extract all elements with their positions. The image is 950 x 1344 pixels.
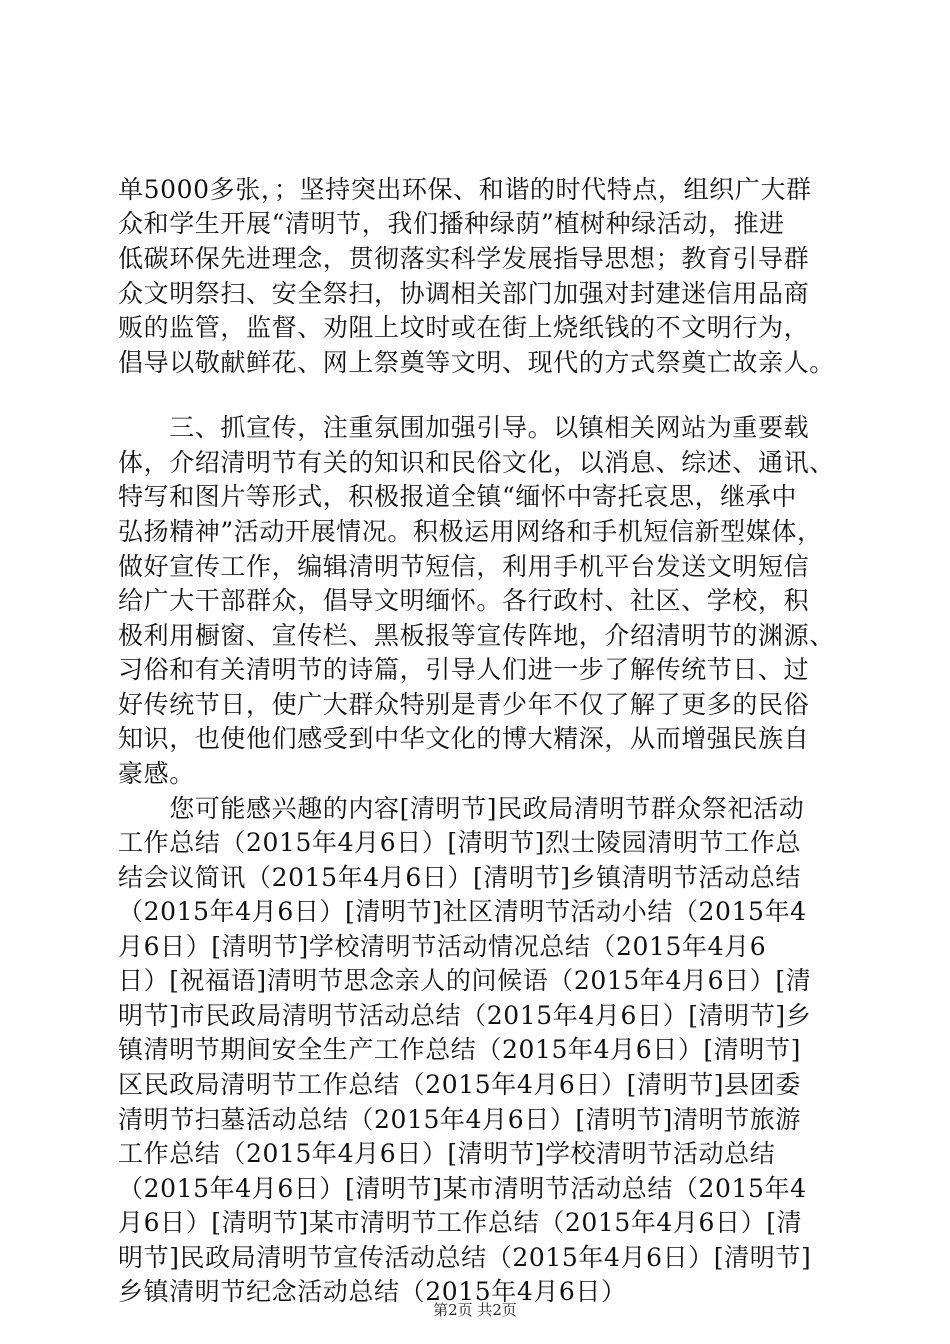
text-line: 工作总结（2015年4月6日）[清明节]烈士陵园清明节工作总 (118, 828, 801, 857)
text-line: 众文明祭扫、安全祭扫，协调相关部门加强对封建迷信用品商 (118, 279, 810, 308)
page-footer (0, 1300, 950, 1320)
text-line: 弘扬精神”活动开展情况。积极运用网络和手机短信新型媒体， (118, 517, 823, 546)
text-line: 知识，也使他们感受到中华文化的博大精深，从而增强民族自 (118, 724, 810, 753)
text-line: 清明节扫墓活动总结（2015年4月6日）[清明节]清明节旅游 (118, 1105, 801, 1134)
text-line: 做好宣传工作，编辑清明节短信，利用手机平台发送文明短信 (118, 552, 810, 581)
text-line: 好传统节日，使广大群众特别是青少年不仅了解了更多的民俗 (118, 690, 810, 719)
text-line: 工作总结（2015年4月6日）[清明节]学校清明节活动总结 (118, 1139, 776, 1168)
text-line: 贩的监管，监督、劝阻上坟时或在街上烧纸钱的不文明行为， (118, 313, 810, 342)
page-indicator: 第2页 共2页 (433, 1301, 517, 1319)
text-line: 月6日）[清明节]某市清明节工作总结（2015年4月6日）[清 (118, 1208, 803, 1237)
text-line: 极利用橱窗、宣传栏、黑板报等宣传阵地，介绍清明节的渊源、 (118, 621, 835, 650)
text-line: 月6日）[清明节]学校清明节活动情况总结（2015年4月6 (118, 932, 767, 961)
text-line: 区民政局清明节工作总结（2015年4月6日）[清明节]县团委 (118, 1070, 801, 1099)
text-line: 特写和图片等形式，积极报道全镇“缅怀中寄托哀思，继承中 (118, 482, 797, 511)
text-line: （2015年4月6日）[清明节]社区清明节活动小结（2015年4 (118, 897, 807, 926)
text-line: 豪感。 (118, 759, 195, 788)
text-line: 日）[祝福语]清明节思念亲人的问候语（2015年4月6日）[清 (118, 966, 812, 995)
text-line: 倡导以敬献鲜花、网上祭奠等文明、现代的方式祭奠亡故亲人。 (118, 348, 835, 377)
text-line: 结会议简讯（2015年4月6日）[清明节]乡镇清明节活动总结 (118, 863, 801, 892)
text-line: 低碳环保先进理念，贯彻落实科学发展指导思想；教育引导群 (118, 244, 810, 273)
text-line: 乡镇清明节纪念活动总结（2015年4月6日） (118, 1277, 627, 1306)
text-line: 您可能感兴趣的内容[清明节]民政局清明节群众祭祀活动 (118, 794, 805, 823)
text-line: 明节]民政局清明节宣传活动总结（2015年4月6日）[清明节] (118, 1243, 812, 1272)
text-line: 体，介绍清明节有关的知识和民俗文化，以消息、综述、通讯、 (118, 448, 835, 477)
text-line: 三、抓宣传，注重氛围加强引导。以镇相关网站为重要载 (118, 413, 810, 442)
text-line: 单5000多张，；坚持突出环保、和谐的时代特点，组织广大群 (118, 175, 812, 204)
text-line: 明节]市民政局清明节活动总结（2015年4月6日）[清明节]乡 (118, 1001, 812, 1030)
text-line: 众和学生开展“清明节，我们播种绿荫”植树种绿活动，推进 (118, 209, 785, 238)
text-line: （2015年4月6日）[清明节]某市清明节活动总结（2015年4 (118, 1174, 807, 1203)
text-line: 习俗和有关清明节的诗篇，引导人们进一步了解传统节日、过 (118, 655, 810, 684)
text-line: 给广大干部群众，倡导文明缅怀。各行政村、社区、学校，积 (118, 586, 810, 615)
text-line: 镇清明节期间安全生产工作总结（2015年4月6日）[清明节] (118, 1035, 801, 1064)
